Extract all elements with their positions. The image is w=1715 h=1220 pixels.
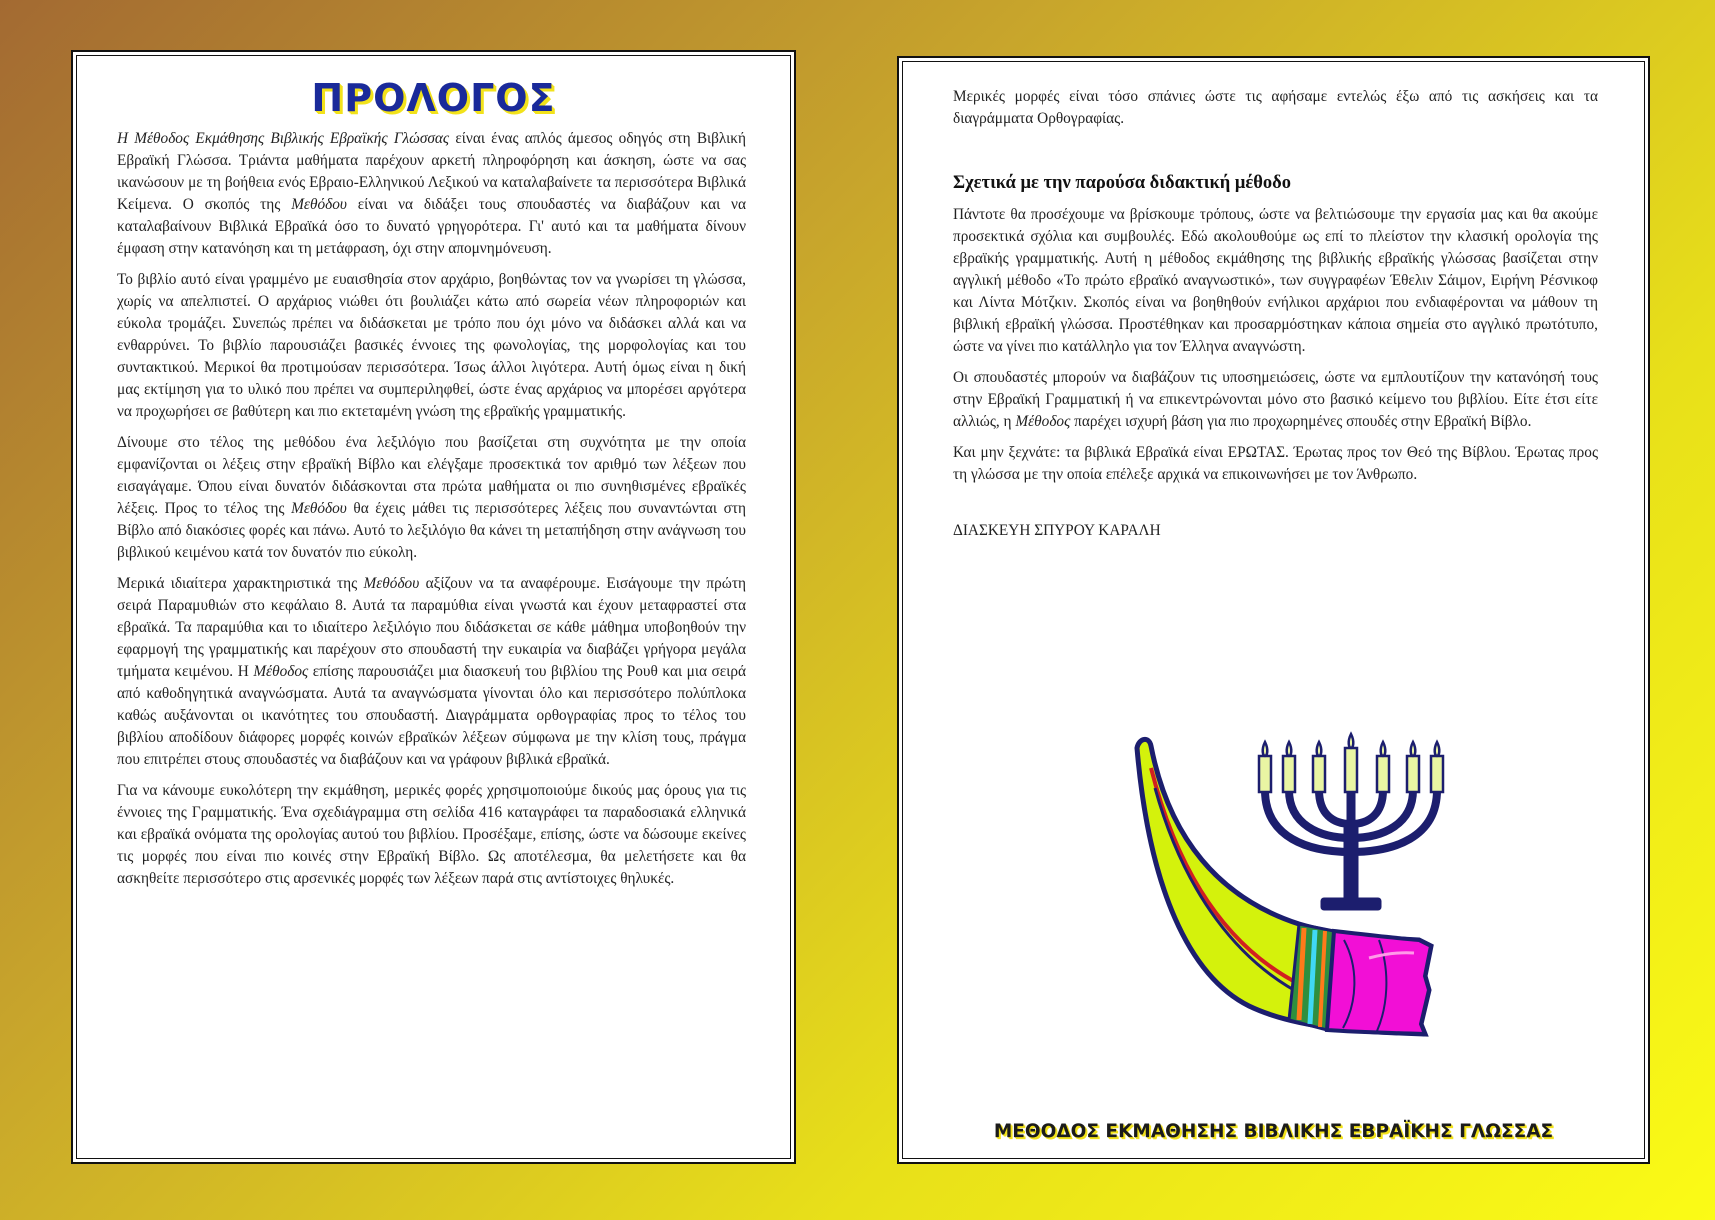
paragraph-text: Το βιβλίο αυτό είναι γραμμένο με ευαισθησία στον αρχάριο, βοηθώντας τον να γνωρίσει τη γλώσσα, χωρίς να απελπιστεί. Ο αρχάριος νιώθει ότι βουλιάζει κάτω από σωρεία νέων πληροφοριών και εύκολα τρομάζει. Συνεπώς πρέπει να διδάσκεται με τρόπο που όχι μόνο να διδάσκει αλλά και να ενθαρρύνει. Το βιβλίο παρουσιάζει βασικές έννοιες της φωνολογίας, της μορφολογίας και του συντακτικού. Μερικοί θα προτιμούσαν περισσότερα. Ίσως άλλοι λιγότερα. Αυτή όμως είναι η δική μας εκτίμηση για το υλικό που πρέπει να συμπεριληφθεί, ώστε ένας αρχάριος να μπορέσει αργότερα να προχωρήσει σε βαθύτερη και πιο εκτεταμένη γνώση της εβραϊκής γραμματικής.	[117, 271, 746, 420]
paragraph-text: είναι ένας απλός άμεσος οδηγός στη Βιβλική Εβραϊκή Γλώσσα. Τριάντα μαθήματα παρέχουν αρκετή πληροφόρηση και άσκηση, ώστε να σας ικανώσουν με τη βοήθεια ενός Εβραιο-Ελληνικού Λεξικού να καταλαβαίνετε τα περισσότερα Βιβλικά Κείμενα. Ο σκοπός της	[117, 130, 746, 213]
paragraph-text: θα έχεις μάθει τις περισσότερες λέξεις που συναντώνται στη Βίβλο από διακόσιες φορές και πάνω. Αυτό το λεξιλόγιο θα κάνει τη μεταπήδηση στην ανάγνωση του βιβλικού κειμένου κατά τον δυνατόν πιο εύκολη.	[117, 500, 746, 561]
paragraph-text: Για να κάνουμε ευκολότερη την εκμάθηση, μερικές φορές χρησιμοποιούμε δικούς μας όρους για τις έννοιες της Γραμματικής. Ένα σχεδιάγραμμα στη σελίδα 416 καταγράφει τα παραδοσιακά ελληνικά και εβραϊκά ονόματα της ορολογίας αυτού του βιβλίου. Προσέξαμε, επίσης, ώστε να δώσουμε εκείνες τις μορφές που είναι πιο κοινές στην Εβραϊκή Βίβλο. Ως αποτέλεσμα, θα μελετήσετε και θα ασκηθείτε περισσότερο στις αρσενικές μορφές των λέξεων παρά στις αντίστοιχες θηλυκές.	[117, 782, 746, 887]
paragraph-text: είναι να διδάξει τους σπουδαστές να διαβάζουν και να καταλαβαίνουν Βιβλικά Εβραϊκά όσο το δυνατό γρηγορότερα. Γι' αυτό και τα μαθήματα δίνουν έμφαση στην κατανόηση και τη μετάφραση, όχι στην απομνημόνευση.	[117, 196, 746, 257]
paragraph-5	[117, 780, 746, 890]
paragraph-3	[117, 432, 746, 564]
shofar-menorah-illustration	[1129, 728, 1459, 1108]
page-title: ΠΡΟΛΟΓΟΣ	[311, 76, 556, 120]
section-heading: Σχετικά με την παρούσα διδακτική μέθοδο	[953, 173, 1292, 193]
paragraph-text: παρέχει ισχυρή βάση για πιο προχωρημένες σπουδές στην Εβραϊκή Βίβλο.	[1070, 413, 1532, 430]
italic-word: Μέθοδος	[1015, 413, 1071, 430]
italic-word: Μεθόδου	[291, 500, 347, 517]
paragraph-8	[953, 442, 1598, 486]
left-body	[117, 128, 746, 899]
candles	[1259, 734, 1443, 792]
intro-paragraph: Μερικές μορφές είναι τόσο σπάνιες ώστε τις αφήσαμε εντελώς έξω από τις ασκήσεις και τα διαγράμματα Ορθογραφίας.	[953, 88, 1598, 127]
paragraph-4	[117, 573, 746, 771]
menorah-icon	[1265, 786, 1437, 910]
paragraph-text: Και μην ξεχνάτε: τα βιβλικά Εβραϊκά είναι ΕΡΩΤΑΣ. Έρωτας προς τον Θεό της Βίβλου. Έρωτας προς τη γλώσσα με την οποία επέλεξε αρχικά να επικοινωνήσει με τον Άνθρωπο.	[953, 444, 1598, 483]
paragraph-1	[117, 128, 746, 260]
right-page	[897, 56, 1650, 1164]
paragraph-2	[117, 269, 746, 423]
paragraph-text: Πάντοτε θα προσέχουμε να βρίσκουμε τρόπους, ώστε να βελτιώσουμε την εργασία μας και θα ακούμε προσεκτικά σχόλια και συμβουλές. Εδώ ακολουθούμε ως επί το πλείστον την κλασική ορολογία της εβραϊκής γραμματικής. Αυτή η μέθοδος εκμάθησης της βιβλικής εβραϊκής γλώσσας βασίζεται στην αγγλική μέθοδο «Το πρώτο εβραϊκό αναγνωστικό», των συγγραφέων Έθελιν Σάιμον, Ειρήνη Ρέσνικοφ και Λίντα Μότζκιν. Σκοπός είναι να βοηθηθούν ενήλικοι αρχάριοι που ενδιαφέρονται να μάθουν τη βιβλική εβραϊκή γλώσσα. Προστέθηκαν και προσαρμόστηκαν κάποια σημεία στο αγγλικό πρωτότυπο, ώστε να γίνει πιο κατάλληλο για τον Έλληνα αναγνώστη.	[953, 206, 1598, 355]
paragraph-text: επίσης παρουσιάζει μια διασκευή του βιβλίου της Ρουθ και μια σειρά από καθοδηγητικά αναγνώσματα. Αυτά τα αναγνώσματα γίνονται όλο και περισσότερο πολύπλοκα καθώς αυξάνονται οι ικανότητες του σπουδαστή. Διαγράμματα ορθογραφίας προς το τέλος του βιβλίου αποδίδουν διάφορες μορφές κοινών εβραϊκών λέξεων σύμφωνα με την κλίση τους, πράγμα που επιτρέπει στους σπουδαστές να διαβάζουν και να γράφουν βιβλικά εβραϊκά.	[117, 663, 746, 768]
italic-word: Μέθοδος	[253, 663, 309, 680]
italic-word: Μεθόδου	[363, 575, 420, 592]
book-title-footer: ΜΕΘΟΔΟΣ ΕΚΜΑΘΗΣΗΣ ΒΙΒΛΙΚΗΣ ΕΒΡΑΪΚΗΣ ΓΛΩΣΣΑΣ	[993, 1121, 1554, 1142]
paragraph-text: αξίζουν να τα αναφέρουμε. Εισάγουμε την πρώτη σειρά Παραμυθιών στο κεφάλαιο 8. Αυτά τα παραμύθια είναι γνωστά και έχουν μεταφραστεί στα εβραϊκά. Τα παραμύθια και το ιδιαίτερο λεξιλόγιο που διδάσκεται σε κάθε μάθημα υποβοηθούν την εφαρμογή της γραμματικής και παρέχουν στο σπουδαστή την ευκαιρία να διαβάζει γρήγορα μεγάλα τμήματα κειμένου. Η	[117, 575, 746, 680]
right-body	[953, 86, 1598, 551]
paragraph-text: Μερικά ιδιαίτερα χαρακτηριστικά της	[117, 575, 364, 592]
left-page	[71, 50, 796, 1164]
paragraph-7	[953, 367, 1598, 433]
paragraph-text: Δίνουμε στο τέλος της μεθόδου ένα λεξιλόγιο που βασίζεται στη συχνότητα με την οποία εμφανίζονται οι λέξεις στην εβραϊκή Βίβλο και ελέγξαμε προσεκτικά τον αριθμό των λέξεων που εισαγάγαμε. Όπου είναι δυνατόν διδάσκονται στα πρώτα μαθήματα οι πιο συνηθισμένες εβραϊκές λέξεις. Προς το τέλος της	[117, 434, 746, 517]
paragraph-text: Οι σπουδαστές μπορούν να διαβάζουν τις υποσημειώσεις, ώστε να εμπλουτίζουν την κατανόησή τους στην Εβραϊκή Γραμματική ή να επικεντρώνονται μόνο στο βασικό κείμενο του βιβλίου. Είτε έτσι είτε αλλιώς, η	[953, 369, 1598, 430]
italic-book-title: Η Μέθοδος Εκμάθησης Βιβλικής Εβραϊκής Γλώσσας	[117, 130, 450, 147]
italic-word: Μεθόδου	[291, 196, 347, 213]
paragraph-6	[953, 204, 1598, 358]
signature: ΔΙΑΣΚΕΥΗ ΣΠΥΡΟΥ ΚΑΡΑΛΗ	[953, 522, 1161, 539]
